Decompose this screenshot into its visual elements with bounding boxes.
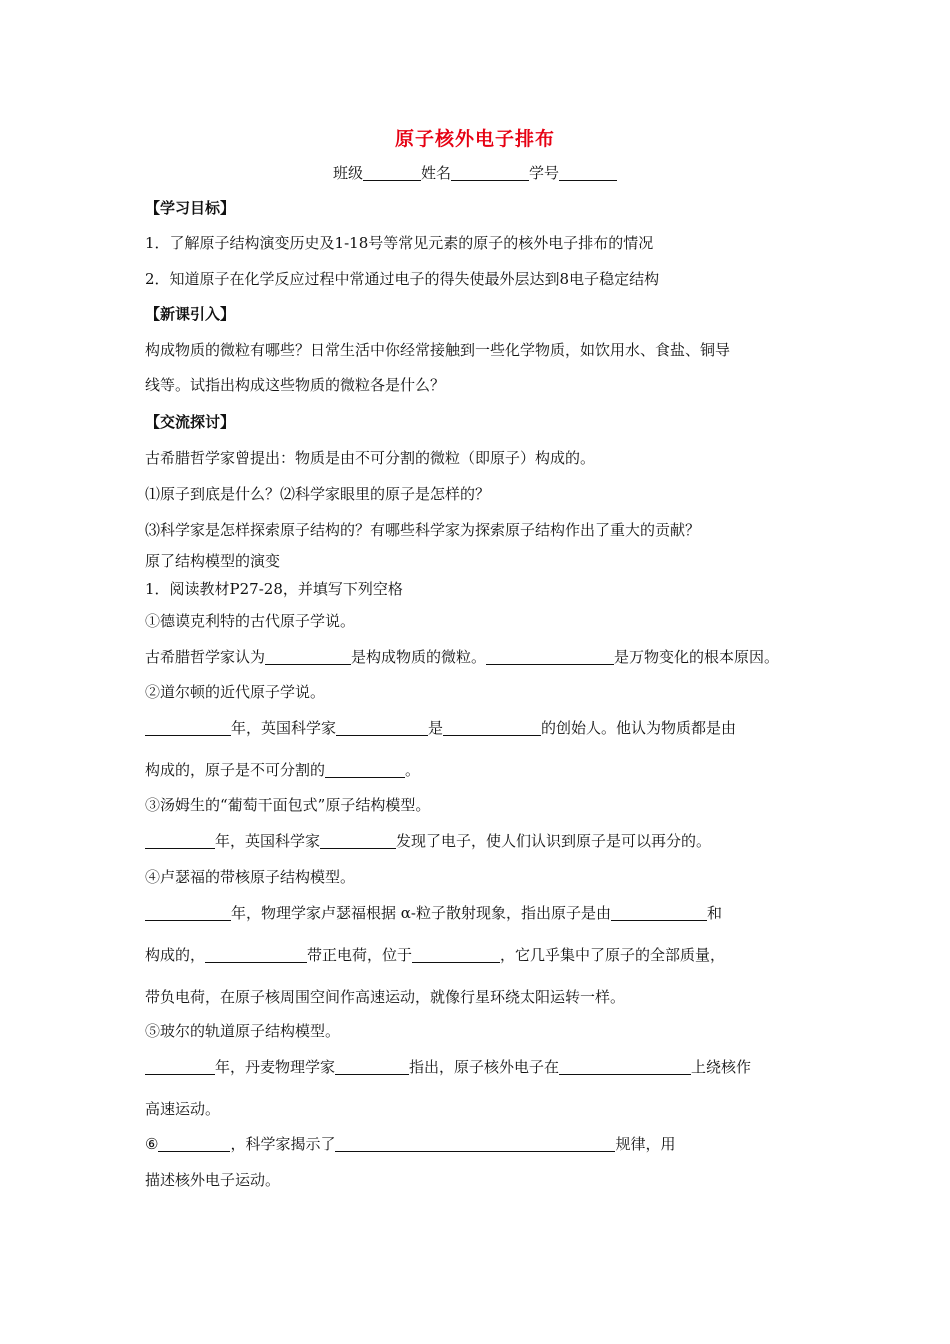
section-heading-discussion: 【交流探讨】 <box>145 413 236 431</box>
fill-blank[interactable] <box>145 904 231 921</box>
name-label: 姓名 <box>420 164 451 182</box>
fill-blank[interactable] <box>335 1058 409 1075</box>
discussion-question-2: ⑶科学家是怎样探索原子结构的？有哪些科学家为探索原子结构作出了重大的贡献？ <box>145 521 701 539</box>
model-4-fill-line-2: 构成的， 带正电荷，位于 ，它几乎集中了原子的全部质量， <box>145 946 726 964</box>
name-blank[interactable] <box>451 164 529 181</box>
model-1-title: ①德谟克利特的古代原子学说。 <box>145 612 356 630</box>
reading-task: 1．阅读教材P27-28，并填写下列空格 <box>145 580 403 598</box>
class-label: 班级 <box>332 164 363 182</box>
intro-paragraph-line-1: 构成物质的微粒有哪些？日常生活中你经常接触到一些化学物质，如饮用水、食盐、铜导 <box>145 341 731 359</box>
fill-blank[interactable] <box>205 946 307 963</box>
model-1-fill-line: 古希腊哲学家认为 是构成物质的微粒。 是万物变化的根本原因。 <box>145 648 780 666</box>
objective-item-2: 2．知道原子在化学反应过程中常通过电子的得失使最外层达到8电子稳定结构 <box>145 270 660 288</box>
model-4-fill-line-1: 年，物理学家卢瑟福根据 α-粒子散射现象，指出原子是由 和 <box>145 903 722 923</box>
model-3-title: ③汤姆生的“葡萄干面包式”原子结构模型。 <box>145 796 431 814</box>
fill-blank[interactable] <box>145 719 231 736</box>
fill-blank[interactable] <box>336 719 428 736</box>
fill-blank[interactable] <box>325 761 405 778</box>
model-4-fill-line-3: 带负电荷，在原子核周围空间作高速运动，就像行星环绕太阳运转一样。 <box>145 988 626 1006</box>
student-info-line <box>0 163 950 183</box>
fill-blank[interactable] <box>443 719 541 736</box>
section-heading-objectives: 【学习目标】 <box>145 199 236 217</box>
discussion-paragraph: 古希腊哲学家曾提出：物质是由不可分割的微粒（即原子）构成的。 <box>145 449 596 467</box>
model-6-fill-line-1: ⑥ ，科学家揭示了 规律，用 <box>145 1135 676 1153</box>
model-2-title: ②道尔顿的近代原子学说。 <box>145 683 326 701</box>
objective-item-1: 1．了解原子结构演变历史及1-18号等常见元素的原子的核外电子排布的情况 <box>145 234 654 252</box>
model-2-fill-line-1: 年，英国科学家 是 的创始人。他认为物质都是由 <box>145 718 736 738</box>
model-evolution-subtitle: 原了结构模型的演变 <box>145 552 281 570</box>
fill-blank[interactable] <box>412 946 500 963</box>
fill-blank[interactable] <box>611 904 707 921</box>
model-6-fill-line-2: 描述核外电子运动。 <box>145 1171 281 1189</box>
number-blank[interactable] <box>559 164 617 181</box>
fill-blank[interactable] <box>145 1058 215 1075</box>
discussion-question-1: ⑴原子到底是什么？⑵科学家眼里的原子是怎样的？ <box>145 485 491 503</box>
model-5-fill-line-1: 年，丹麦物理学家 指出，原子核外电子在 上绕核作 <box>145 1057 751 1077</box>
model-4-title: ④卢瑟福的带核原子结构模型。 <box>145 868 356 886</box>
number-label: 学号 <box>529 164 560 182</box>
class-blank[interactable] <box>363 164 421 181</box>
fill-blank[interactable] <box>486 648 614 665</box>
fill-blank[interactable] <box>320 832 396 849</box>
section-heading-intro: 【新课引入】 <box>145 305 236 323</box>
fill-blank[interactable] <box>559 1058 691 1075</box>
fill-blank[interactable] <box>145 832 215 849</box>
model-5-fill-line-2: 高速运动。 <box>145 1100 221 1118</box>
model-3-fill-line: 年，英国科学家 发现了电子，使人们认识到原子是可以再分的。 <box>145 831 711 851</box>
fill-blank[interactable] <box>265 648 351 665</box>
intro-paragraph-line-2: 线等。试指出构成这些物质的微粒各是什么？ <box>145 376 446 394</box>
fill-blank[interactable] <box>158 1135 230 1152</box>
model-5-title: ⑤玻尔的轨道原子结构模型。 <box>145 1022 341 1040</box>
model-2-fill-line-2: 构成的，原子是不可分割的 。 <box>145 761 421 779</box>
fill-blank[interactable] <box>335 1135 615 1152</box>
page-title: 原子核外电子排布 <box>394 128 555 150</box>
